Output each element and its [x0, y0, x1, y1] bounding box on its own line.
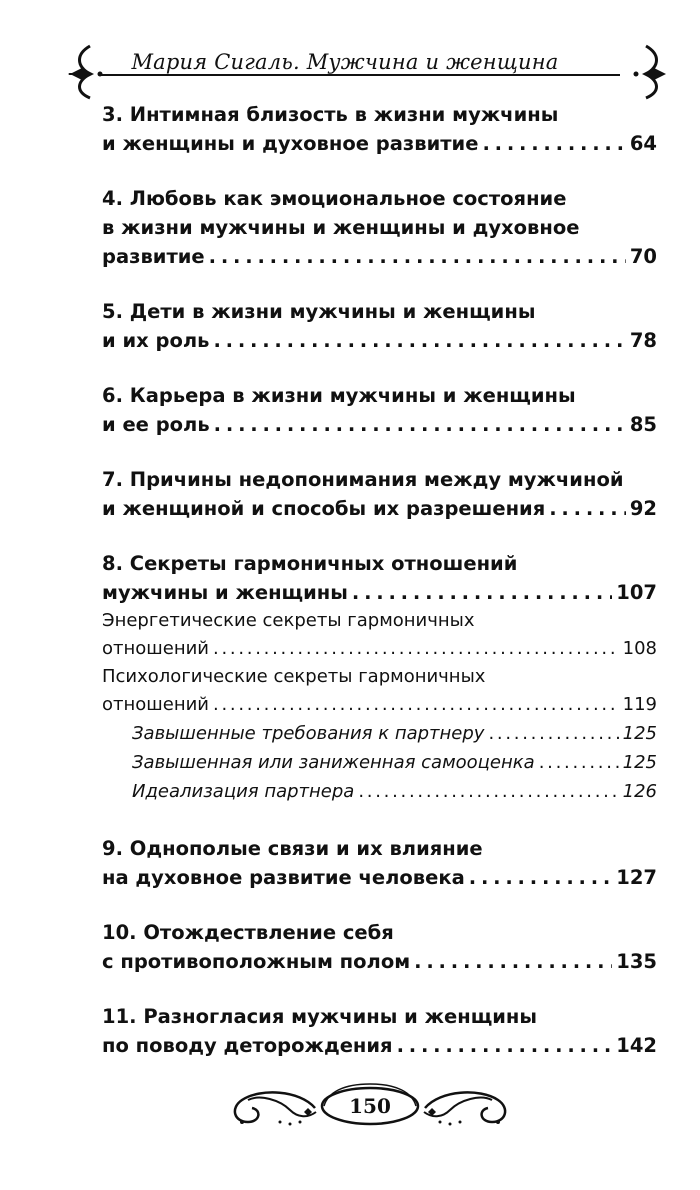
toc-group-chapter-8 [102, 549, 657, 806]
toc-line [102, 863, 657, 892]
toc-line [102, 297, 657, 326]
dot-leader [488, 719, 618, 748]
dot-leader [469, 863, 613, 892]
toc-line [132, 719, 657, 748]
toc-entry-title: отношений [102, 638, 209, 659]
toc-line [102, 691, 657, 719]
fleuron-ornament-icon [630, 40, 670, 100]
toc-line [102, 578, 657, 607]
dot-leader [414, 947, 612, 976]
toc-entry-chapter-10[interactable] [102, 918, 657, 976]
toc-line [132, 748, 657, 777]
toc-entry-title: 7. Причины недопонимания между мужчиной [102, 468, 624, 491]
page-number: 150 [349, 1094, 391, 1118]
toc-line [102, 549, 657, 578]
toc-page-number: 119 [622, 694, 657, 715]
toc-entry-chapter-5[interactable] [102, 297, 657, 355]
toc-page-number: 64 [629, 132, 657, 155]
toc-page-number: 78 [629, 329, 657, 352]
toc-line [102, 947, 657, 976]
toc-entry-title: и ее роль [102, 413, 210, 436]
toc-entry-title: отношений [102, 694, 209, 715]
toc-entry-title: 8. Секреты гармоничных отношений [102, 552, 518, 575]
toc-entry-title: развитие [102, 245, 205, 268]
header-divider [100, 74, 620, 76]
dot-leader [209, 242, 626, 271]
toc-entry-subsection[interactable] [102, 748, 657, 777]
toc-line [102, 635, 657, 663]
dot-leader [213, 326, 625, 355]
toc-line [102, 100, 657, 129]
toc-entry-title: с противоположным полом [102, 950, 411, 973]
toc-page-number: 70 [629, 245, 657, 268]
toc-line [102, 184, 657, 213]
toc-entry-title: Завышенная или заниженная самооценка [132, 752, 535, 773]
toc-entry-title: 5. Дети в жизни мужчины и женщины [102, 300, 536, 323]
toc-entry-chapter-9[interactable] [102, 834, 657, 892]
toc-line [102, 918, 657, 947]
table-of-contents [102, 100, 657, 1086]
toc-entry-title: по поводу деторождения [102, 1034, 393, 1057]
toc-entry-chapter-3[interactable] [102, 100, 657, 158]
dot-leader [482, 129, 625, 158]
dot-leader [352, 578, 612, 607]
toc-line [102, 663, 657, 691]
running-header [0, 0, 700, 100]
toc-entry-title: Идеализация партнера [132, 781, 355, 802]
toc-entry-title: 10. Отождествление себя [102, 921, 394, 944]
toc-entry-title: Завышенные требования к партнеру [132, 723, 485, 744]
toc-entry-chapter-11[interactable] [102, 1002, 657, 1060]
toc-entry-subsection[interactable] [102, 777, 657, 806]
toc-page-number: 107 [616, 581, 657, 604]
toc-page-number: 126 [622, 781, 657, 802]
toc-entry-title: и их роль [102, 329, 210, 352]
toc-entry-title: на духовное развитие человека [102, 866, 465, 889]
dot-leader [397, 1031, 613, 1060]
toc-entry-title: 3. Интимная близость в жизни мужчины [102, 103, 559, 126]
toc-entry-title: 11. Разногласия мужчины и женщины [102, 1005, 538, 1028]
toc-line [132, 777, 657, 806]
page-footer [0, 1070, 700, 1170]
toc-line [102, 1031, 657, 1060]
toc-line [102, 834, 657, 863]
toc-entry-chapter-4[interactable] [102, 184, 657, 271]
toc-entry-title: и женщины и духовное развитие [102, 132, 479, 155]
toc-entry-title: 9. Однополые связи и их влияние [102, 837, 483, 860]
toc-entry-title: и женщиной и способы их разрешения [102, 497, 546, 520]
dot-leader [539, 748, 619, 777]
toc-line [102, 607, 657, 635]
toc-entry-chapter-6[interactable] [102, 381, 657, 439]
toc-line [102, 1002, 657, 1031]
toc-line [102, 465, 657, 494]
dot-leader [213, 635, 619, 663]
toc-page-number: 92 [629, 497, 657, 520]
toc-page-number: 85 [629, 413, 657, 436]
toc-entry-title: мужчины и женщины [102, 581, 348, 604]
toc-entry-title: Психологические секреты гармоничных [102, 666, 486, 687]
toc-line [102, 410, 657, 439]
toc-entry-title: в жизни мужчины и женщины и духовное [102, 216, 580, 239]
toc-entry-chapter-7[interactable] [102, 465, 657, 523]
dot-leader [358, 777, 618, 806]
dot-leader [549, 494, 626, 523]
toc-page-number: 135 [616, 950, 657, 973]
toc-line [102, 381, 657, 410]
toc-entry-chapter-8[interactable] [102, 549, 657, 607]
toc-page-number: 108 [622, 638, 657, 659]
toc-page-number: 125 [622, 723, 657, 744]
dot-leader [213, 691, 619, 719]
toc-entry-title: Энергетические секреты гармоничных [102, 610, 475, 631]
toc-line [102, 326, 657, 355]
toc-line [102, 129, 657, 158]
toc-line [102, 213, 657, 242]
running-header-title: Мария Сигаль. Мужчина и женщина [131, 50, 559, 74]
toc-page-number: 127 [616, 866, 657, 889]
toc-entry-subsection[interactable] [102, 719, 657, 748]
toc-entry-title: 4. Любовь как эмоциональное состояние [102, 187, 567, 210]
toc-entry-section-energy[interactable] [102, 607, 657, 663]
fleuron-ornament-icon [66, 40, 106, 100]
toc-page-number: 125 [622, 752, 657, 773]
dot-leader [214, 410, 626, 439]
toc-entry-title: 6. Карьера в жизни мужчины и женщины [102, 384, 576, 407]
toc-entry-section-psychology[interactable] [102, 663, 657, 719]
toc-page-number: 142 [616, 1034, 657, 1057]
toc-line [102, 494, 657, 523]
toc-line [102, 242, 657, 271]
